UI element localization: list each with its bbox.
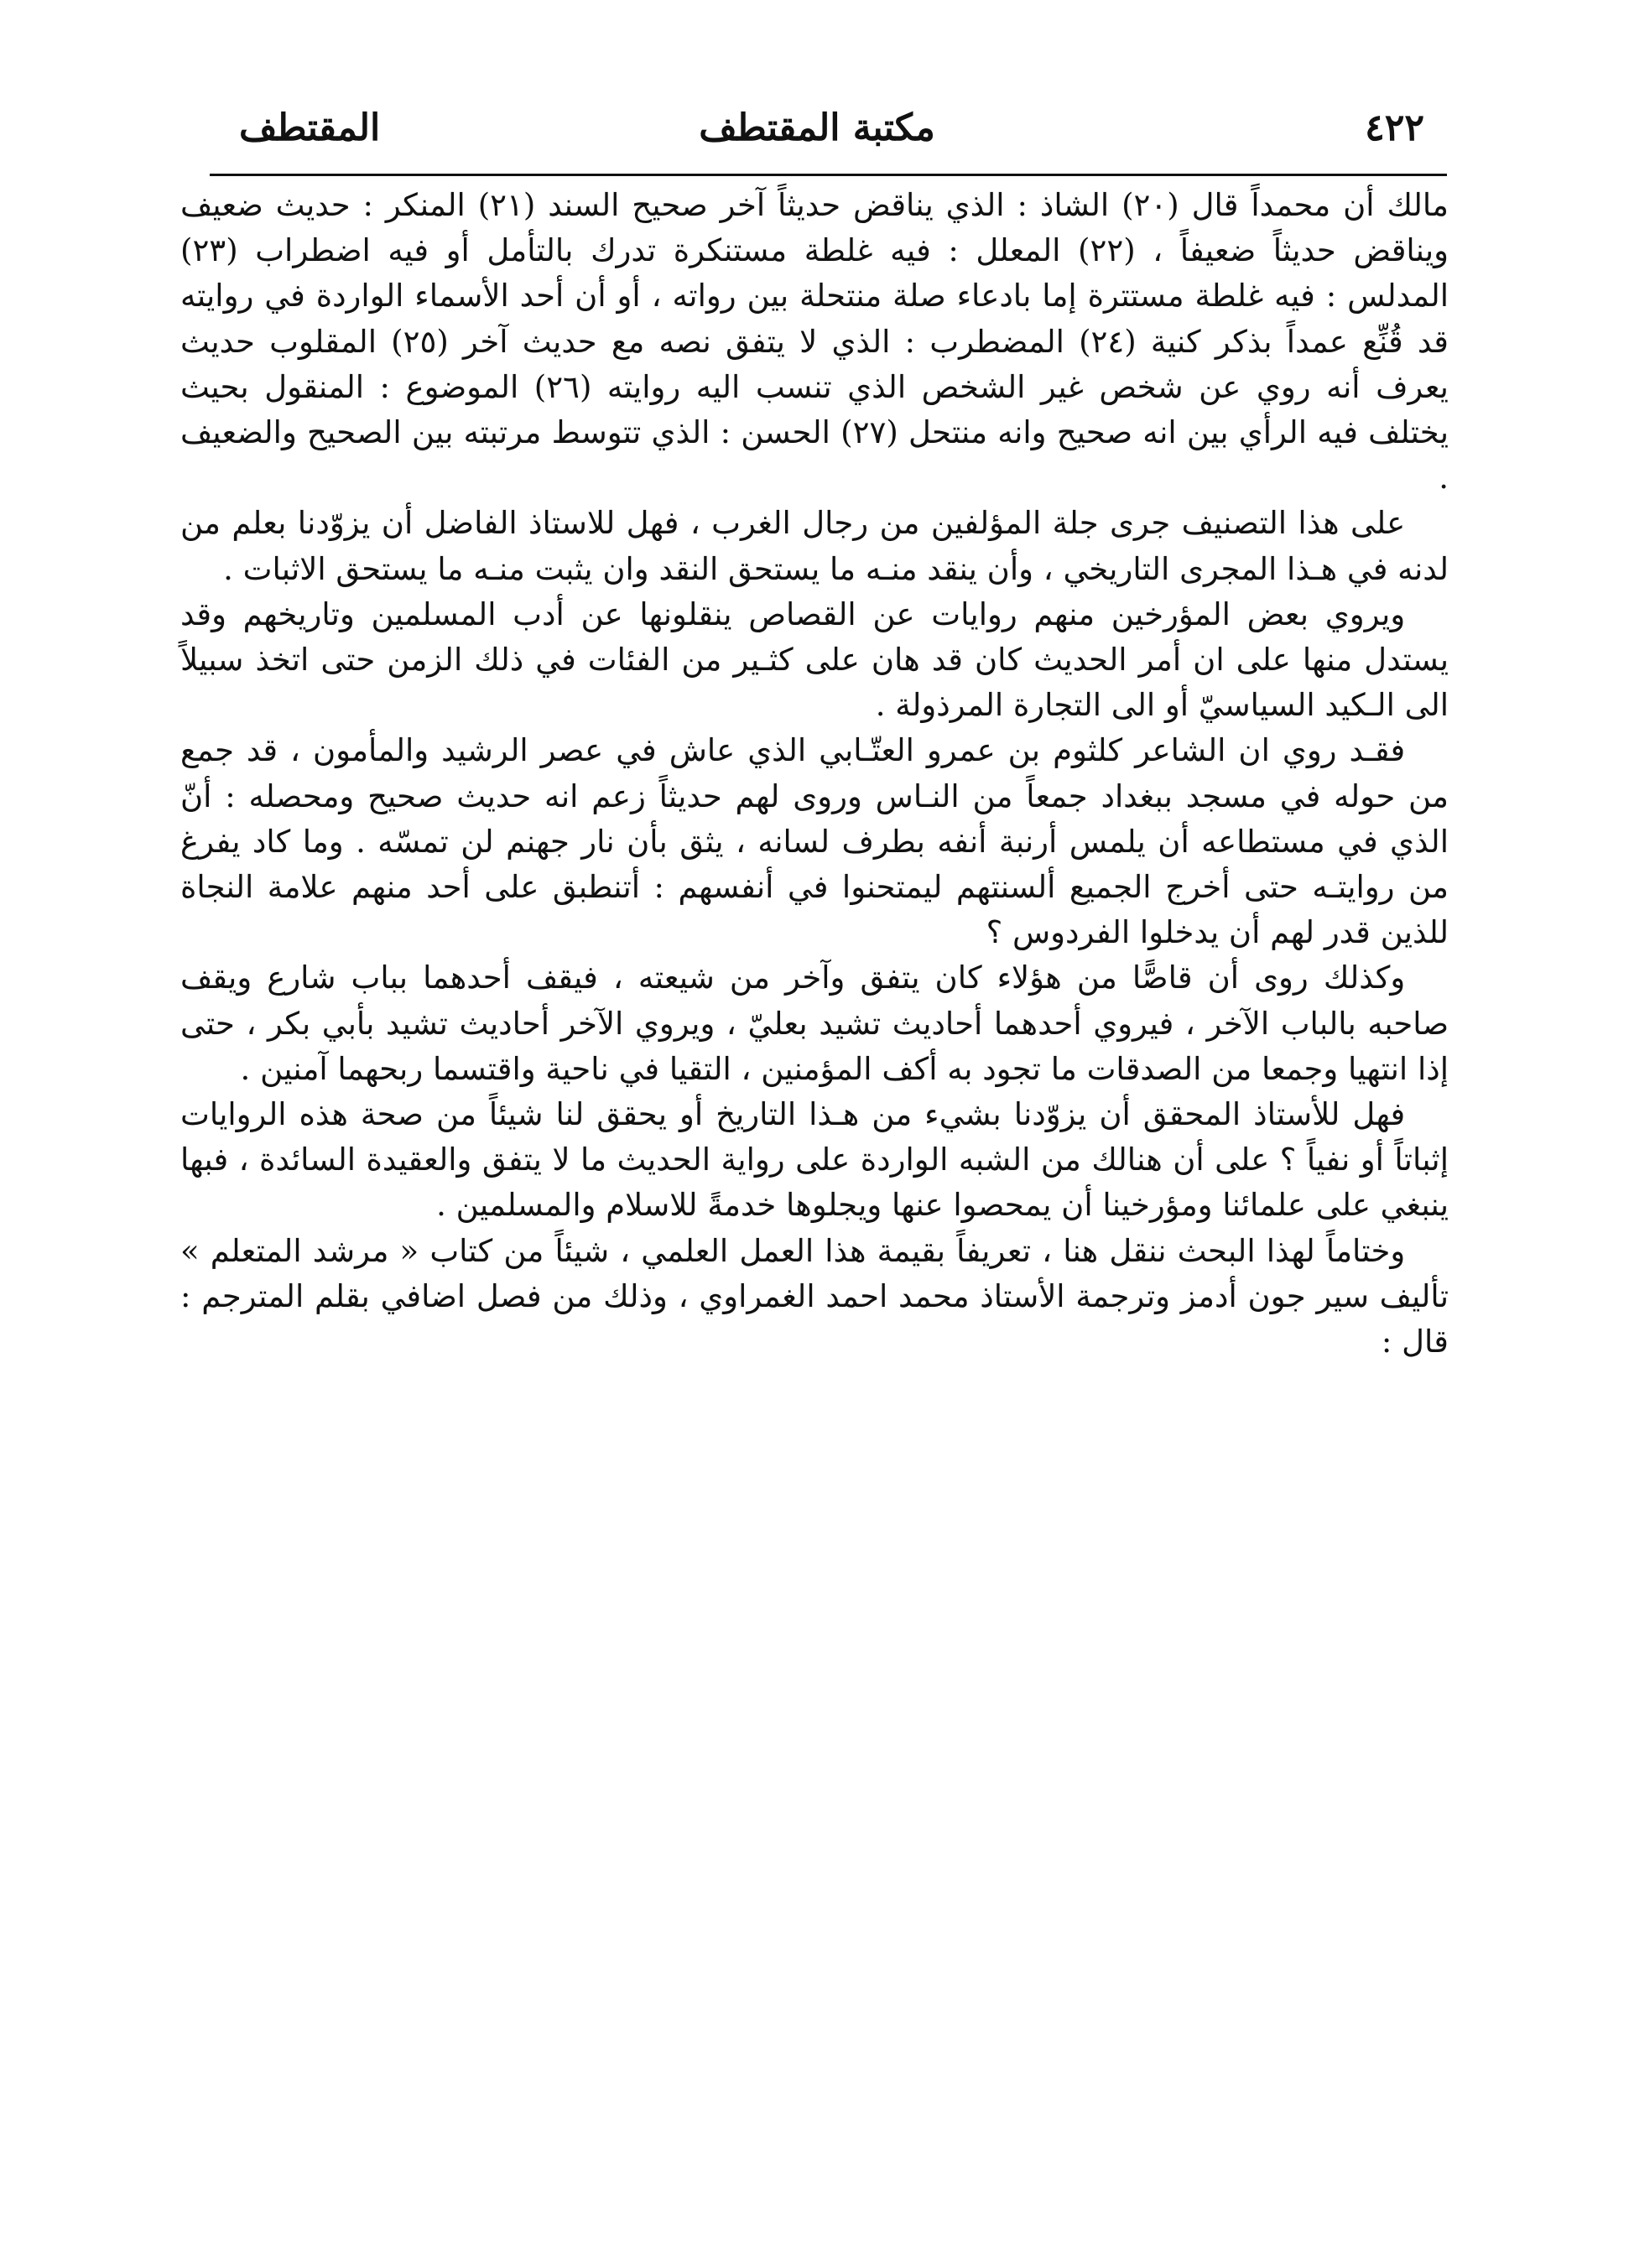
header-rule (210, 174, 1447, 176)
paragraph-two-storytellers: وكذلك روى أن قاصًّا من هؤلاء كان يتفق وآخر من شيعته ، فيقف أحدهما بباب شارع ويقف صاحبه بالباب الآخر ، فيروي أحدهما أحاديث تشيد بعليّ ، ويروي الآخر أحاديث تشيد بأبي بكر ، حتى إذا انتهيا وجمعا من الصدقات ما تجود به أكف المؤمنين ، التقيا في ناحية واقتسما ربحهما آمنين . (180, 960, 1449, 1087)
paragraph-storytellers: ويروي بعض المؤرخين منهم روايات عن القصاص ينقلونها عن أدب المسلمين وتاريخهم وقد يستدل منها على ان أمر الحديث كان قد هان على كثـير من الفئات في ذلك الزمن حتى اتخذ سبيلاً الى الـكيد السياسيّ أو الى التجارة المرذولة . (180, 596, 1449, 724)
paragraph-conclusion: وختاماً لهذا البحث ننقل هنا ، تعريفاً بقيمة هذا العمل العلمي ، شيئاً من كتاب « مرشد المتعلم » تأليف سير جون أدمز وترجمة الأستاذ محمد احمد الغمراوي ، وذلك من فصل اضافي بقلم المترجم : قال : (180, 1232, 1449, 1360)
paragraph-western-authors: على هذا التصنيف جرى جلة المؤلفين من رجال الغرب ، فهل للاستاذ الفاضل أن يزوّدنا بعلم من لدنه في هـذا المجرى التاريخي ، وأن ينقد منـه ما يستحق النقد وان يثبت منـه ما يستحق الاثبات . (180, 505, 1449, 587)
paragraph-hadith-classification: مالك أن محمداً قال (٢٠) الشاذ : الذي يناقض حديثاً آخر صحيح السند (٢١) المنكر : حديث ضعيف ويناقض حديثاً ضعيفاً ، (٢٢) المعلل : فيه غلطة مستنكرة تدرك بالتأمل أو فيه اضطراب (٢٣) المدلس : فيه غلطة مستترة إما بادعاء صلة منتحلة بين رواته ، أو أن أحد الأسماء الواردة في روايته قد قُنِّع عمداً بذكر كنية (٢٤) المضطرب : الذي لا يتفق نصه مع حديث آخر (٢٥) المقلوب حديث يعرف أنه روي عن شخص غير الشخص الذي تنسب اليه روايته (٢٦) الموضوع : المنقول بحيث يختلف فيه الرأي بين انه صحيح وانه منتحل (٢٧) الحسن : الذي تتوسط مرتبته بين الصحيح والضعيف . (180, 187, 1449, 497)
paragraph-kulthum-story: فقـد روي ان الشاعر كلثوم بن عمرو العتّـابي الذي عاش في عصر الرشيد والمأمون ، قد جمع من حوله في مسجد ببغداد جمعاً من النـاس وروى لهم حديثاً زعم انه حديث صحيح ومحصله : أنّ الذي في مستطاعه أن يلمس أرنبة أنفه بطرف لسانه ، يثق بأن نار جهنم لن تمسّه . وما كاد يفرغ من روايتـه حتى أخرج الجميع ألسنتهم ليمتحنوا في أنفسهم : أتنطبق على أحد منهم علامة النجاة للذين قدر لهم أن يدخلوا الفردوس ؟ (180, 732, 1449, 951)
section-title: المقتطف (239, 107, 381, 149)
journal-title: مكتبة المقتطف (699, 107, 935, 149)
page-number: ٤٢٢ (1365, 107, 1424, 149)
paragraph-question-to-professor: فهل للأستاذ المحقق أن يزوّدنا بشيء من هـذا التاريخ أو يحقق لنا شيئاً من صحة هذه الروايات إثباتاً أو نفياً ؟ على أن هنالك من الشبه الواردة على رواية الحديث ما لا يتفق والعقيدة السائدة ، فبها ينبغي على علمائنا ومؤرخينا أن يمحصوا عنها ويجلوها خدمةً للاسلام والمسلمين . (180, 1096, 1449, 1224)
running-header (0, 99, 1634, 158)
article-body (180, 183, 1449, 1365)
